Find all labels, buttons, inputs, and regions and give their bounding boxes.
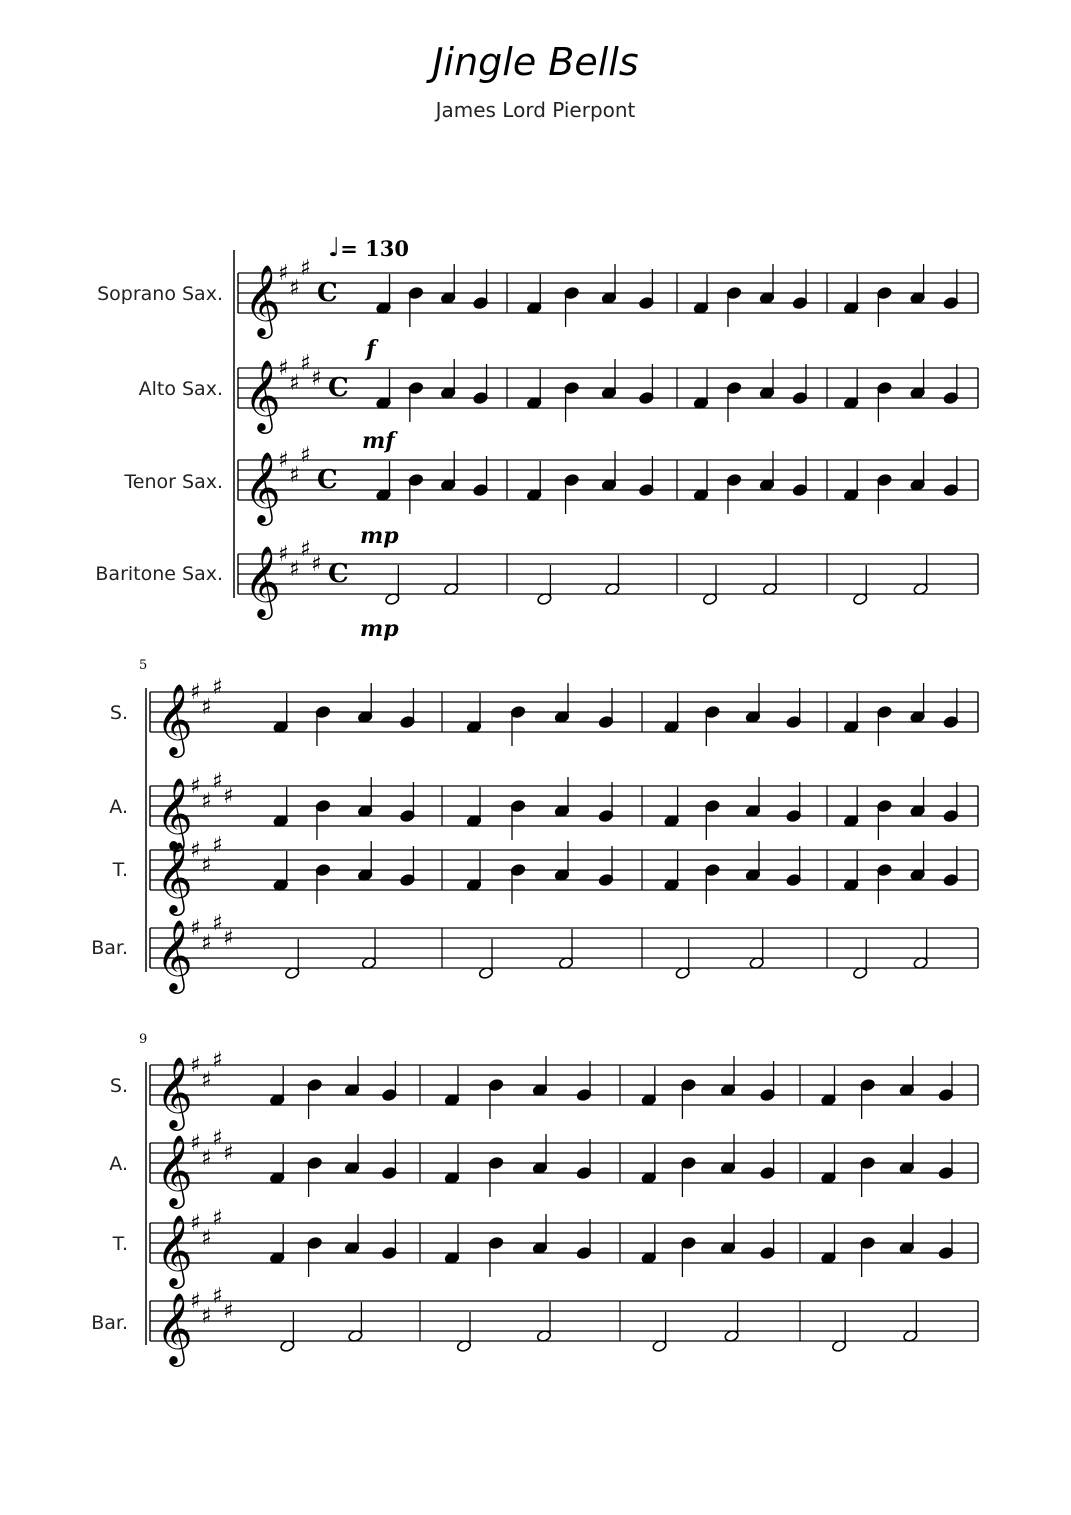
measure-number: 9 [139, 1032, 148, 1047]
sharp-icon: ♯ [212, 833, 223, 858]
instrument-label-short: S. [109, 702, 128, 724]
sharp-icon: ♯ [300, 256, 311, 281]
sharp-icon: ♯ [278, 448, 289, 473]
sharp-icon: ♯ [201, 1068, 212, 1093]
sharp-icon: ♯ [278, 542, 289, 567]
time-signature-icon: C [328, 559, 349, 589]
sharp-icon: ♯ [278, 356, 289, 381]
sharp-icon: ♯ [212, 1126, 223, 1151]
sharp-icon: ♯ [223, 784, 234, 809]
instrument-label-soprano: Soprano Sax. [97, 283, 223, 305]
tempo-value: = 130 [340, 236, 410, 261]
treble-clef-icon: 𝄞 [244, 358, 281, 431]
sharp-icon: ♯ [300, 537, 311, 562]
time-signature-icon: C [317, 465, 338, 495]
sharp-icon: ♯ [201, 1146, 212, 1171]
sharp-icon: ♯ [201, 1304, 212, 1329]
treble-clef-icon: 𝄞 [156, 1055, 193, 1128]
dynamic-marking: f [366, 336, 376, 362]
dynamic-marking: mp [360, 616, 399, 642]
sharp-icon: ♯ [223, 1141, 234, 1166]
sharp-icon: ♯ [201, 695, 212, 720]
instrument-label-short: S. [109, 1075, 128, 1097]
sharp-icon: ♯ [289, 557, 300, 582]
instrument-label-short: Bar. [91, 937, 128, 959]
sharp-icon: ♯ [289, 276, 300, 301]
sharp-icon: ♯ [289, 371, 300, 396]
instrument-label-baritone: Baritone Sax. [95, 563, 223, 585]
sharp-icon: ♯ [212, 1048, 223, 1073]
sharp-icon: ♯ [190, 1053, 201, 1078]
sharp-icon: ♯ [190, 774, 201, 799]
instrument-label-alto: Alto Sax. [138, 378, 223, 400]
instrument-label-short: A. [109, 796, 128, 818]
treble-clef-icon: 𝄞 [244, 263, 281, 336]
sharp-icon: ♯ [212, 1206, 223, 1231]
treble-clef-icon: 𝄞 [156, 776, 193, 849]
sharp-icon: ♯ [190, 1131, 201, 1156]
sharp-icon: ♯ [212, 911, 223, 936]
sharp-icon: ♯ [201, 931, 212, 956]
dynamic-marking: mf [362, 428, 395, 454]
sharp-icon: ♯ [278, 261, 289, 286]
sharp-icon: ♯ [223, 1299, 234, 1324]
page-title: Jingle Bells [432, 40, 639, 84]
instrument-label-short: T. [112, 1233, 128, 1255]
time-signature-icon: C [317, 278, 338, 308]
sharp-icon: ♯ [190, 680, 201, 705]
sharp-icon: ♯ [212, 1284, 223, 1309]
instrument-label-short: T. [112, 859, 128, 881]
quarter-note-icon: ♩ [328, 233, 341, 263]
time-signature-icon: C [328, 373, 349, 403]
treble-clef-icon: 𝄞 [156, 682, 193, 755]
sharp-icon: ♯ [190, 1211, 201, 1236]
sharp-icon: ♯ [201, 853, 212, 878]
instrument-label-short: A. [109, 1153, 128, 1175]
sharp-icon: ♯ [212, 675, 223, 700]
sharp-icon: ♯ [201, 1226, 212, 1251]
measure-number: 5 [139, 658, 148, 673]
treble-clef-icon: 𝄞 [156, 1291, 193, 1364]
treble-clef-icon: 𝄞 [156, 840, 193, 913]
sharp-icon: ♯ [190, 916, 201, 941]
sharp-icon: ♯ [311, 552, 322, 577]
treble-clef-icon: 𝄞 [156, 918, 193, 991]
treble-clef-icon: 𝄞 [156, 1213, 193, 1286]
instrument-label-short: Bar. [91, 1312, 128, 1334]
sharp-icon: ♯ [300, 351, 311, 376]
treble-clef-icon: 𝄞 [156, 1133, 193, 1206]
treble-clef-icon: 𝄞 [244, 450, 281, 523]
composer: James Lord Pierpont [435, 98, 636, 122]
sharp-icon: ♯ [223, 926, 234, 951]
sharp-icon: ♯ [300, 443, 311, 468]
sharp-icon: ♯ [289, 463, 300, 488]
sharp-icon: ♯ [190, 1289, 201, 1314]
sharp-icon: ♯ [201, 789, 212, 814]
instrument-label-tenor: Tenor Sax. [124, 471, 223, 493]
dynamic-marking: mp [360, 523, 399, 549]
treble-clef-icon: 𝄞 [244, 544, 281, 617]
sharp-icon: ♯ [212, 769, 223, 794]
sharp-icon: ♯ [311, 366, 322, 391]
sharp-icon: ♯ [190, 838, 201, 863]
